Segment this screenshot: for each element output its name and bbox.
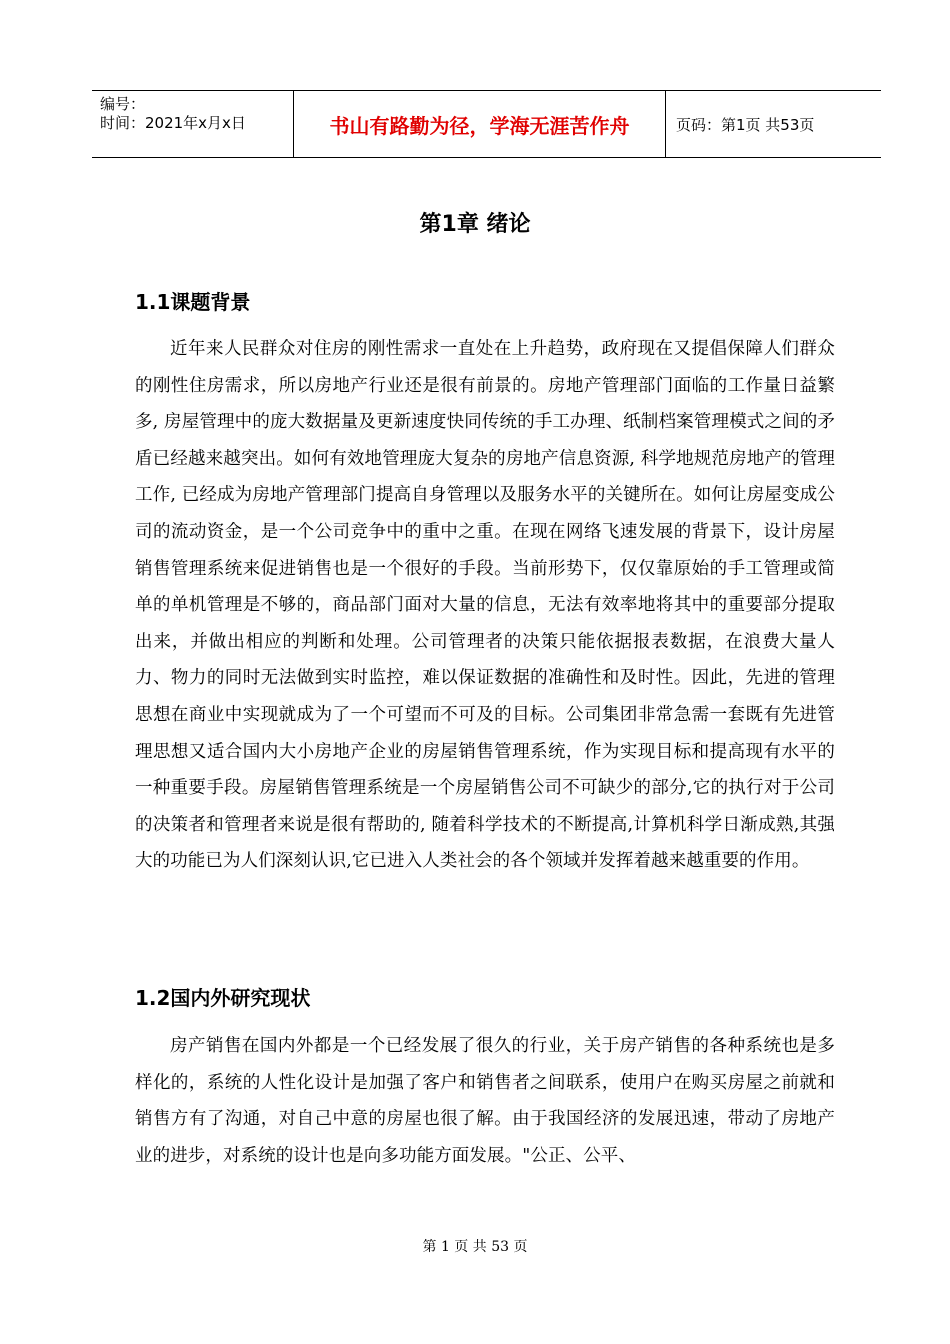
chapter-title: 第1章 绪论	[419, 212, 531, 237]
section-heading-1-2: 1.2国内外研究现状	[135, 986, 311, 1010]
header-motto-cell	[293, 91, 666, 157]
section-paragraph-1-1: 近年来人民群众对住房的刚性需求一直处在上升趋势，政府现在又提倡保障人们群众的刚性住房需求，所以房地产行业还是很有前景的。房地产管理部门面临的工作量日益繁多, 房屋管理中的庞大数据量及更新速度快同传统的手工办理、纸制档案管理模式之间的矛盾已经越来越突出。如何有效地管理庞大复杂的房地产信息资源, 科学地规范房地产的管理工作, 已经成为房地产管理部门提高自身管理以及服务水平的关键所在。如何让房屋变成公司的流动资金，是一个公司竞争中的重中之重。在现在网络飞速发展的背景下，设计房屋销售管理系统来促进销售也是一个很好的手段。当前形势下，仅仅靠原始的手工管理或简单的单机管理是不够的，商品部门面对大量的信息，无法有效率地将其中的重要部分提取出来，并做出相应的判断和处理。公司管理者的决策只能依据报表数据，在浪费大量人力、物力的同时无法做到实时监控，难以保证数据的准确性和及时性。因此，先进的管理思想在商业中实现就成为了一个可望而不可及的目标。公司集团非常急需一套既有先进管理思想又适合国内大小房地产企业的房屋销售管理系统，作为实现目标和提高现有水平的一种重要手段。房屋销售管理系统是一个房屋销售公司不可缺少的部分,它的执行对于公司的决策者和管理者来说是很有帮助的, 随着科学技术的不断提高,计算机科学日渐成熟,其强大的功能已为人们深刻认识,它已进入人类社会的各个领域并发挥着越来越重要的作用。	[135, 339, 835, 872]
number-label: 编号：	[100, 95, 146, 113]
document-header-table	[92, 90, 881, 158]
header-left-cell	[92, 91, 293, 157]
section-heading-1-1: 1.1课题背景	[135, 290, 251, 314]
section-paragraph-1-2: 房产销售在国内外都是一个已经发展了很久的行业，关于房产销售的各种系统也是多样化的，系统的人性化设计是加强了客户和销售者之间联系，使用户在购买房屋之前就和销售方有了沟通，对自己中意的房屋也很了解。由于我国经济的发展迅速，带动了房地产业的进步，对系统的设计也是向多功能方面发展。"公正、公平、	[135, 1036, 835, 1166]
page-footer: 第 1 页 共 53 页	[422, 1239, 528, 1255]
page-info: 页码：第1页 共53页	[676, 115, 815, 134]
motto-text: 书山有路勤为径，学海无涯苦作舟	[329, 113, 630, 138]
header-page-cell	[666, 91, 881, 157]
time-label: 时间：2021年x月x日	[100, 114, 246, 132]
